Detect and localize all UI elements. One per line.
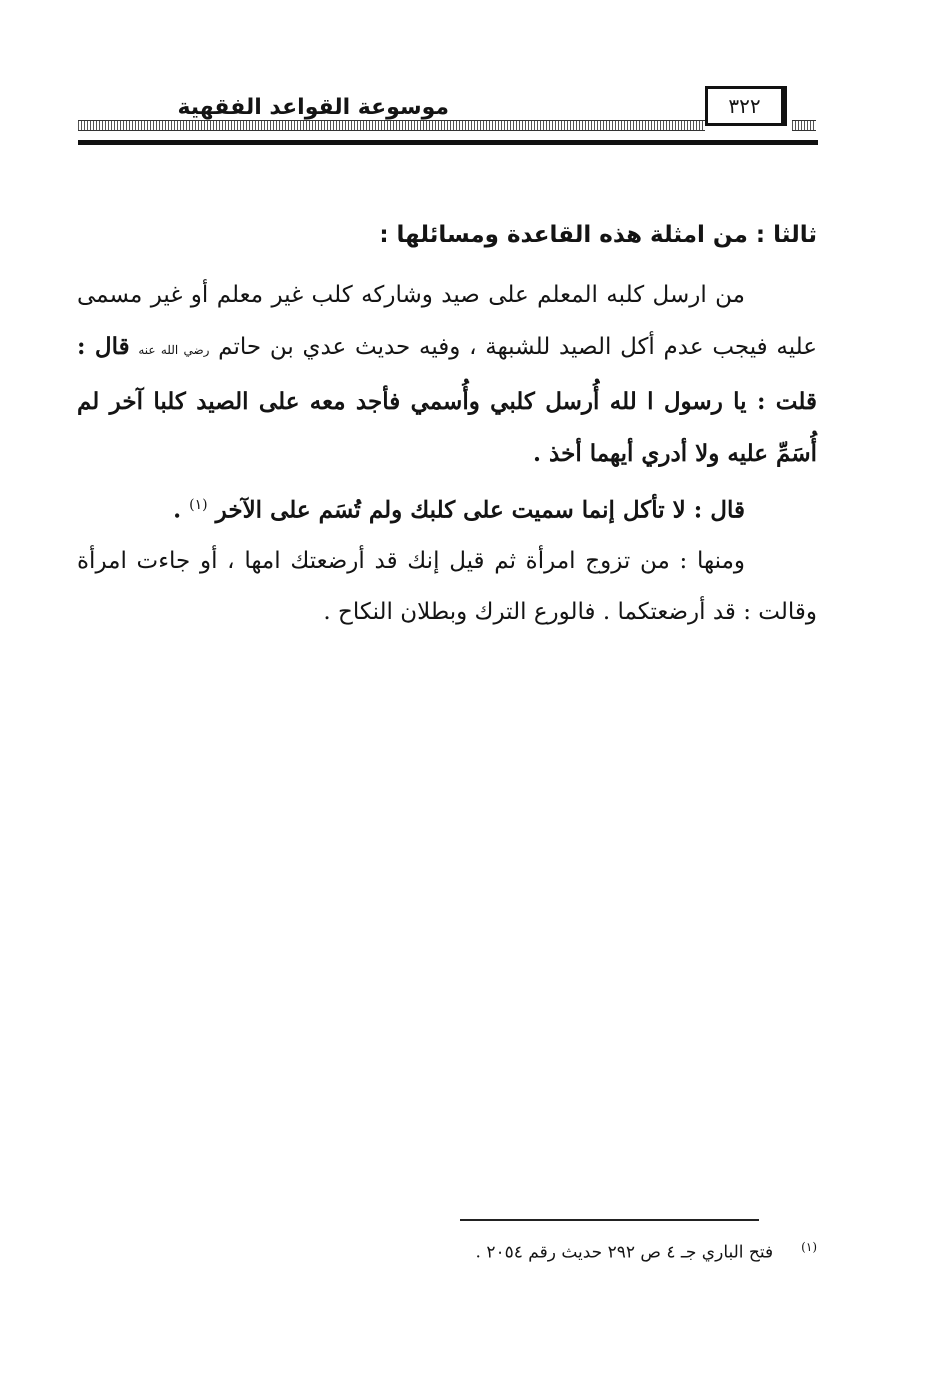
section-heading: ثالثا : من امثلة هذه القاعدة ومسائلها : bbox=[379, 222, 817, 248]
body-text bbox=[77, 270, 817, 638]
honorific-glyph: رضي الله عنه bbox=[138, 343, 210, 357]
answer-end: . bbox=[173, 496, 182, 524]
page-number-box bbox=[705, 86, 787, 126]
footnote-mark: (١) bbox=[801, 1240, 817, 1254]
page-number: ٣٢٢ bbox=[728, 94, 761, 118]
paragraph-example-hunting bbox=[77, 270, 817, 480]
footnote bbox=[77, 1240, 817, 1263]
paragraph-example-nursing: ومنها : من تزوج امرأة ثم قيل إنك قد أرضعتك امها ، أو جاءت امرأة وقالت : قد أرضعتكما . فالورع الترك وبطلان النكاح . bbox=[77, 547, 817, 625]
footnote-text: فتح الباري جـ ٤ ص ٢٩٢ حديث رقم ٢٠٥٤ . bbox=[475, 1242, 774, 1263]
header-rule bbox=[78, 140, 818, 145]
header-hatch-band bbox=[78, 120, 705, 131]
footnote-reference: (١) bbox=[189, 497, 208, 513]
footnote-rule bbox=[460, 1219, 759, 1221]
paragraph-prophet-answer bbox=[77, 480, 817, 536]
hadith-quote: قال : قلت : يا رسول ا لله أُرسل كلبي وأُسمي فأجد معه على الصيد كلبا آخر لم أُسَمِّ عليه ولا أدري أيهما أخذ . bbox=[77, 333, 817, 467]
answer-text: قال : لا تأكل إنما سميت على كلبك ولم تُسَم على الآخر bbox=[215, 496, 745, 524]
header-book-title: موسوعة القواعد الفقهية bbox=[177, 95, 449, 120]
header-hatch-band-right bbox=[792, 120, 816, 131]
paragraph-text: من ارسل كلبه المعلم على صيد وشاركه كلب غير معلم أو غير مسمى عليه فيجب عدم أكل الصيد للشبهة ، وفيه حديث عدي بن حاتم bbox=[77, 282, 818, 360]
